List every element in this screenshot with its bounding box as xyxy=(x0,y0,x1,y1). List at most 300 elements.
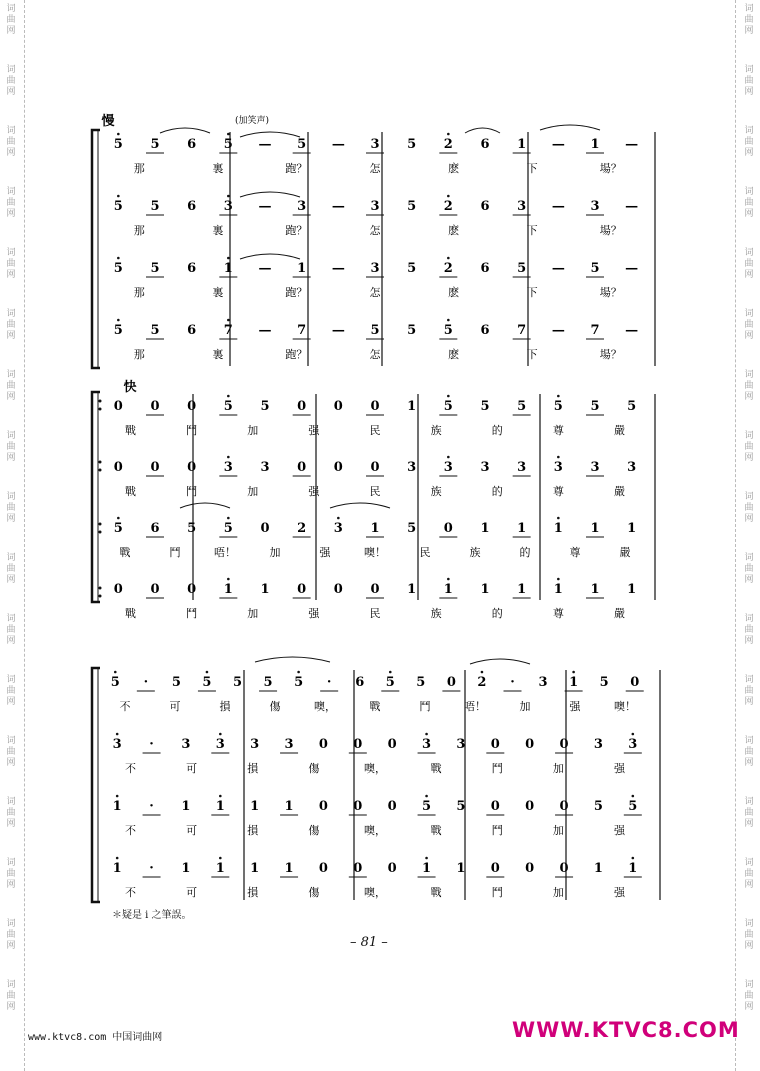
repeat-dot xyxy=(99,408,102,411)
lyric: 族 xyxy=(430,485,442,498)
octave-dot xyxy=(632,795,635,798)
lyric: 民 xyxy=(419,546,431,559)
octave-dot xyxy=(114,671,117,674)
lyric: 麽 xyxy=(448,286,460,299)
octave-dot xyxy=(447,456,450,459)
watermark-text: 词 曲 网 xyxy=(6,553,16,585)
lyric: 麽 xyxy=(448,348,460,361)
lyric: 傷 xyxy=(308,762,320,775)
note: 7 xyxy=(223,323,233,338)
note: 0 xyxy=(446,675,456,690)
note: 1 xyxy=(593,861,603,876)
octave-dot xyxy=(557,578,560,581)
note: 6 xyxy=(355,675,365,690)
lyric: 那 xyxy=(133,348,145,361)
lyric: 戰 xyxy=(430,824,442,837)
lyric: 强 xyxy=(308,607,320,620)
lyric: 尊 xyxy=(552,424,564,437)
note: 0 xyxy=(150,399,160,414)
note: — xyxy=(551,137,565,152)
lyric: 傷 xyxy=(308,886,320,899)
lyric: 怎 xyxy=(369,286,381,299)
lyric: 跑？ xyxy=(285,286,308,299)
lyric: 損 xyxy=(247,762,259,775)
note: 5 xyxy=(480,399,490,414)
lyric: 下 xyxy=(526,224,538,237)
octave-dot xyxy=(632,733,635,736)
octave-dot xyxy=(219,795,222,798)
note: 0 xyxy=(490,861,500,876)
octave-dot xyxy=(481,671,484,674)
lyric: 戰 xyxy=(369,700,381,713)
note: 5 xyxy=(422,799,432,814)
note: 1 xyxy=(590,521,600,536)
watermark-text: 词 曲 网 xyxy=(744,919,754,951)
watermark-text: 词 曲 网 xyxy=(6,126,16,158)
note: 5 xyxy=(113,521,123,536)
note: 3 xyxy=(223,460,233,475)
lyric: 裏 xyxy=(212,348,224,361)
lyric: 噢！ xyxy=(364,546,386,559)
tempo-slow-label: 慢 xyxy=(101,114,115,129)
lyric: 强 xyxy=(569,700,581,713)
octave-dot xyxy=(227,578,230,581)
octave-dot xyxy=(116,857,119,860)
lyric: 的 xyxy=(519,546,531,559)
note: 0 xyxy=(370,399,380,414)
lyric: 跑？ xyxy=(285,162,308,175)
watermark-text: 词 曲 网 xyxy=(6,919,16,951)
note: 5 xyxy=(260,399,270,414)
footer-site-logo[interactable]: WWW.KTVC8.COM xyxy=(512,1018,740,1042)
note: 5 xyxy=(416,675,426,690)
note: 6 xyxy=(480,261,490,276)
watermark-text: 词 曲 网 xyxy=(6,370,16,402)
octave-dot xyxy=(447,319,450,322)
note: 5 xyxy=(443,323,453,338)
lyric: 鬥 xyxy=(491,824,503,837)
note: 5 xyxy=(223,521,233,536)
note: 1 xyxy=(590,137,600,152)
note: 1 xyxy=(181,799,191,814)
note: 1 xyxy=(627,582,637,597)
lyric: 戰 xyxy=(125,485,137,498)
lyric: 戰 xyxy=(430,886,442,899)
lyric: 麽 xyxy=(448,224,460,237)
lyric: 怎 xyxy=(369,348,381,361)
note: 5 xyxy=(590,261,600,276)
note: · xyxy=(326,675,332,690)
octave-dot xyxy=(389,671,392,674)
lyric: 族 xyxy=(430,424,442,437)
note: 5 xyxy=(150,261,160,276)
note: 5 xyxy=(263,675,273,690)
octave-dot xyxy=(447,395,450,398)
note: 1 xyxy=(223,582,233,597)
octave-dot xyxy=(557,395,560,398)
note: 2 xyxy=(443,261,453,276)
octave-dot xyxy=(572,671,575,674)
watermark-text: 词 曲 网 xyxy=(6,248,16,280)
note: 0 xyxy=(187,460,197,475)
note: 5 xyxy=(407,323,417,338)
note: — xyxy=(331,137,345,152)
lyric: 場？ xyxy=(599,162,622,175)
lyric: 噢， xyxy=(364,824,386,837)
note: 1 xyxy=(215,861,225,876)
slur xyxy=(160,128,210,133)
watermark-text: 词 曲 网 xyxy=(744,4,754,36)
lyric: 戰 xyxy=(430,762,442,775)
lyric: 噢！ xyxy=(614,700,636,713)
lyric: 强 xyxy=(319,546,331,559)
note: 0 xyxy=(630,675,640,690)
lyric: 怎 xyxy=(369,224,381,237)
repeat-dot xyxy=(99,531,102,534)
note: · xyxy=(149,799,154,814)
watermark-text: 词 曲 网 xyxy=(6,187,16,219)
note: — xyxy=(625,199,639,214)
lyric: 麽 xyxy=(448,162,460,175)
watermark-text: 词 曲 网 xyxy=(6,858,16,890)
watermark-text: 词 曲 网 xyxy=(744,675,754,707)
note: 6 xyxy=(480,199,490,214)
octave-dot xyxy=(227,133,230,136)
note: 1 xyxy=(250,799,260,814)
note: 2 xyxy=(477,675,487,690)
repeat-dot xyxy=(99,595,102,598)
lyric: 噢， xyxy=(364,762,386,775)
note: 0 xyxy=(113,399,123,414)
lyric: 跑？ xyxy=(285,224,308,237)
note: 5 xyxy=(407,199,417,214)
lyric: 不 xyxy=(119,700,131,713)
note: 0 xyxy=(187,399,197,414)
note: — xyxy=(625,261,639,276)
slur xyxy=(465,128,500,133)
note: 6 xyxy=(187,199,197,214)
lyric: 加 xyxy=(247,485,259,498)
octave-dot xyxy=(447,578,450,581)
note: 6 xyxy=(187,261,197,276)
note: 1 xyxy=(422,861,432,876)
note: 5 xyxy=(599,675,609,690)
note: 5 xyxy=(294,675,304,690)
watermark-text: 词 曲 网 xyxy=(6,614,16,646)
lyric: 唔！ xyxy=(464,700,486,713)
note: 5 xyxy=(407,521,417,536)
note: 3 xyxy=(215,737,225,752)
note: 5 xyxy=(628,799,638,814)
lyric: 鬥 xyxy=(169,546,181,559)
note: 0 xyxy=(525,799,535,814)
lyric: 傷 xyxy=(269,700,281,713)
note: 5 xyxy=(553,399,563,414)
note: 5 xyxy=(202,675,212,690)
note: 1 xyxy=(553,582,563,597)
note: 3 xyxy=(443,460,453,475)
note: 1 xyxy=(284,861,294,876)
note: — xyxy=(625,137,639,152)
lyric: 嚴 xyxy=(619,546,631,559)
watermark-text: 词 曲 网 xyxy=(6,736,16,768)
note: 5 xyxy=(171,675,181,690)
lyric: 下 xyxy=(526,162,538,175)
note: 1 xyxy=(517,582,527,597)
lyric: 加 xyxy=(269,546,281,559)
note: 5 xyxy=(627,399,637,414)
octave-dot xyxy=(206,671,209,674)
octave-dot xyxy=(116,795,119,798)
note: 0 xyxy=(387,861,397,876)
lyric: 民 xyxy=(369,424,381,437)
lyric: 可 xyxy=(186,886,198,899)
note: 3 xyxy=(538,675,548,690)
lyric: 的 xyxy=(491,485,503,498)
watermark-text: 词 曲 网 xyxy=(6,431,16,463)
note: 5 xyxy=(370,323,380,338)
repeat-dot xyxy=(99,587,102,590)
note: 1 xyxy=(284,799,294,814)
repeat-dot xyxy=(99,469,102,472)
octave-dot xyxy=(425,733,428,736)
note: 6 xyxy=(150,521,160,536)
octave-dot xyxy=(117,195,120,198)
note: 0 xyxy=(333,460,343,475)
lyric: 下 xyxy=(526,348,538,361)
footer-site-text[interactable]: www.ktvc8.com 中国词曲网 xyxy=(28,1032,163,1043)
note: 0 xyxy=(113,582,123,597)
repeat-dot xyxy=(99,400,102,403)
octave-dot xyxy=(219,733,222,736)
octave-dot xyxy=(117,517,120,520)
note: 0 xyxy=(353,799,363,814)
lyric: 的 xyxy=(491,607,503,620)
repeat-dot xyxy=(99,523,102,526)
lyric: 族 xyxy=(469,546,481,559)
note: 0 xyxy=(113,460,123,475)
note: 3 xyxy=(250,737,260,752)
note: 0 xyxy=(318,861,328,876)
note: 1 xyxy=(112,861,122,876)
note: 1 xyxy=(569,675,579,690)
note: 0 xyxy=(370,460,380,475)
lyric: 嚴 xyxy=(613,424,625,437)
lyric: 可 xyxy=(169,700,181,713)
lyric: 場？ xyxy=(599,224,622,237)
note: 5 xyxy=(113,137,123,152)
note: 1 xyxy=(590,582,600,597)
lyric: 强 xyxy=(308,485,320,498)
note: 2 xyxy=(443,199,453,214)
note: — xyxy=(331,199,345,214)
note: 1 xyxy=(215,799,225,814)
note: 0 xyxy=(297,460,307,475)
lyric: 强 xyxy=(613,824,625,837)
lyric: 加 xyxy=(552,824,564,837)
note: 1 xyxy=(181,861,191,876)
octave-dot xyxy=(117,257,120,260)
note: — xyxy=(331,323,345,338)
watermark-text: 词 曲 网 xyxy=(6,797,16,829)
note: 3 xyxy=(590,199,600,214)
note: 5 xyxy=(407,137,417,152)
lyric: 那 xyxy=(133,286,145,299)
note: 3 xyxy=(370,199,380,214)
lyric: 場？ xyxy=(599,286,622,299)
note: 5 xyxy=(150,199,160,214)
lyric: 可 xyxy=(186,824,198,837)
lyric: 加 xyxy=(247,607,259,620)
note: — xyxy=(258,137,272,152)
lyric: 鬥 xyxy=(419,700,431,713)
note: 1 xyxy=(250,861,260,876)
note: 2 xyxy=(443,137,453,152)
note: 0 xyxy=(297,399,307,414)
octave-dot xyxy=(425,857,428,860)
note: 3 xyxy=(480,460,490,475)
lyric: 怎 xyxy=(369,162,381,175)
note: 3 xyxy=(517,460,527,475)
note: 3 xyxy=(297,199,307,214)
note: 5 xyxy=(150,137,160,152)
octave-dot xyxy=(447,195,450,198)
note: 0 xyxy=(150,582,160,597)
note: — xyxy=(551,199,565,214)
lyric: 嚴 xyxy=(613,607,625,620)
octave-dot xyxy=(116,733,119,736)
repeat-dot xyxy=(99,461,102,464)
note: — xyxy=(551,261,565,276)
note: 3 xyxy=(517,199,527,214)
note: 7 xyxy=(517,323,527,338)
octave-dot xyxy=(337,517,340,520)
note: 3 xyxy=(333,521,343,536)
watermark-text: 词 曲 网 xyxy=(744,65,754,97)
lyric: 强 xyxy=(308,424,320,437)
note: 6 xyxy=(480,323,490,338)
note: 0 xyxy=(559,799,569,814)
slur xyxy=(180,503,230,508)
octave-dot xyxy=(632,857,635,860)
note: · xyxy=(149,737,154,752)
lyric: 那 xyxy=(133,162,145,175)
tempo-fast-label: 快 xyxy=(123,380,137,395)
note: 0 xyxy=(525,737,535,752)
lyric: 損 xyxy=(247,886,259,899)
note: 3 xyxy=(627,460,637,475)
note: 1 xyxy=(370,521,380,536)
lyric: 場？ xyxy=(599,348,622,361)
note: 0 xyxy=(297,582,307,597)
octave-dot xyxy=(227,257,230,260)
system-bracket xyxy=(92,392,100,602)
note: 0 xyxy=(353,861,363,876)
slur xyxy=(255,657,330,662)
slur xyxy=(540,125,600,130)
lyric: 跑？ xyxy=(285,348,308,361)
watermark-text: 词 曲 网 xyxy=(744,797,754,829)
watermark-text: 词 曲 网 xyxy=(744,187,754,219)
watermark-text: 词 曲 网 xyxy=(744,980,754,1012)
lyric: 噢， xyxy=(314,700,336,713)
note: — xyxy=(625,323,639,338)
note: 5 xyxy=(187,521,197,536)
note: 3 xyxy=(628,737,638,752)
note: 2 xyxy=(297,521,307,536)
note: 1 xyxy=(553,521,563,536)
lyric: 噢， xyxy=(364,886,386,899)
lyric: 加 xyxy=(552,762,564,775)
note: 3 xyxy=(456,737,466,752)
watermark-text: 词 曲 网 xyxy=(6,4,16,36)
lyric: 不 xyxy=(125,824,137,837)
note: — xyxy=(258,199,272,214)
note: 1 xyxy=(407,399,417,414)
note: · xyxy=(143,675,149,690)
lyric: 尊 xyxy=(569,546,581,559)
note: 5 xyxy=(110,675,120,690)
note: 3 xyxy=(112,737,122,752)
lyric: 可 xyxy=(186,762,198,775)
slur xyxy=(470,659,530,664)
note: 0 xyxy=(370,582,380,597)
watermark-text: 词 曲 网 xyxy=(744,248,754,280)
octave-dot xyxy=(447,133,450,136)
note: 3 xyxy=(590,460,600,475)
watermark-text: 词 曲 网 xyxy=(744,553,754,585)
note: 3 xyxy=(223,199,233,214)
watermark-text: 词 曲 网 xyxy=(6,309,16,341)
note: 5 xyxy=(223,137,233,152)
note: 5 xyxy=(517,261,527,276)
note: 1 xyxy=(480,582,490,597)
lyric: 的 xyxy=(491,424,503,437)
note: 3 xyxy=(284,737,294,752)
lyric: 尊 xyxy=(552,485,564,498)
note: 1 xyxy=(456,861,466,876)
octave-dot xyxy=(447,257,450,260)
lyric: 戰 xyxy=(119,546,131,559)
note: 1 xyxy=(517,137,527,152)
watermark-text: 词 曲 网 xyxy=(744,736,754,768)
lyric: 鬥 xyxy=(186,424,198,437)
note: 5 xyxy=(223,399,233,414)
note: 1 xyxy=(443,582,453,597)
note: 5 xyxy=(443,399,453,414)
watermark-text: 词 曲 网 xyxy=(744,309,754,341)
note: 0 xyxy=(333,399,343,414)
lyric: 尊 xyxy=(552,607,564,620)
laugh-annotation: (加笑声) xyxy=(234,116,270,126)
system-bracket xyxy=(92,130,100,368)
note: 6 xyxy=(480,137,490,152)
note: 1 xyxy=(223,261,233,276)
lyric: 損 xyxy=(219,700,231,713)
lyric: 民 xyxy=(369,485,381,498)
octave-dot xyxy=(227,395,230,398)
lyric: 加 xyxy=(247,424,259,437)
lyric: 唔！ xyxy=(214,546,236,559)
system-bracket xyxy=(92,668,100,902)
note: 5 xyxy=(456,799,466,814)
note: 0 xyxy=(559,737,569,752)
note: 5 xyxy=(590,399,600,414)
lyric: 不 xyxy=(125,762,137,775)
note: 5 xyxy=(113,323,123,338)
lyric: 加 xyxy=(552,886,564,899)
lyric: 民 xyxy=(369,607,381,620)
